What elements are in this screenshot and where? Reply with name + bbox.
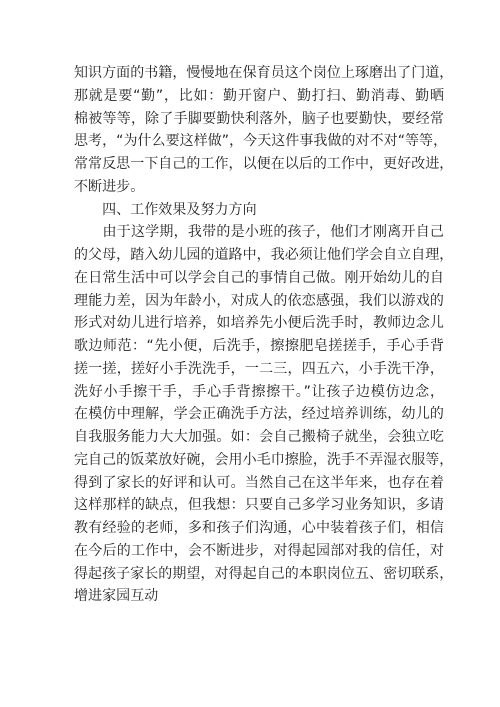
body-line: 理能力差，因为年龄小，对成人的依恋感强，我们以游戏的 xyxy=(74,292,444,309)
body-line: 教有经验的老师，多和孩子们沟通，心中装着孩子们，相信 xyxy=(74,520,444,536)
body-line: 不断进步。 xyxy=(74,178,145,195)
body-line: 在今后的工作中，会不断进步，对得起园部对我的信任，对 xyxy=(74,542,444,559)
body-line: 常常反思一下自己的工作，以便在以后的工作中，更好改进， xyxy=(74,156,454,172)
body-line: 知识方面的书籍，慢慢地在保育员这个岗位上琢磨出了门道， xyxy=(74,65,454,81)
body-line: 的父母，踏入幼儿园的道路中，我必须让他们学会自立自理， xyxy=(74,247,454,263)
body-line: 增进家园互动 xyxy=(74,588,159,605)
body-line: 自我服务能力大大加强。如：会自己搬椅子就坐，会独立吃 xyxy=(74,429,444,445)
body-line: 在日常生活中可以学会自己的事情自己做。刚开始幼儿的自 xyxy=(74,269,444,286)
body-line: 得到了家长的好评和认可。当然自己在这半年来，也存在着 xyxy=(74,474,444,491)
body-line: 思考，“为什么要这样做”，今天这件事我做的对不对“等等， xyxy=(74,133,448,150)
body-line: 由于这学期，我带的是小班的孩子，他们才刚离开自己 xyxy=(74,224,444,241)
body-line: 在模仿中理解，学会正确洗手方法，经过培养训练，幼儿的 xyxy=(74,406,444,423)
body-line: 得起孩子家长的期望，对得起自己的本职岗位五、密切联系， xyxy=(74,565,454,582)
body-line: 歌边师范：“先小便，后洗手，擦擦肥皂搓搓手，手心手背 xyxy=(74,338,444,354)
document-body xyxy=(74,62,454,608)
body-line: 棉被等等，除了手脚要勤快利落外，脑子也要勤快，要经常 xyxy=(74,110,444,127)
body-line: 完自己的饭菜放好碗，会用小毛巾擦脸，洗手不弄湿衣服等， xyxy=(74,451,454,468)
body-line: 洗好小手擦干手，手心手背擦擦干。”让孩子边模仿边念， xyxy=(74,383,444,400)
body-line: 搓一搓，搓好小手洗洗手，一二三，四五六，小手洗干净， xyxy=(74,360,444,377)
body-line: 形式对幼儿进行培养，如培养先小便后洗手时，教师边念儿 xyxy=(74,315,444,332)
section-heading: 四、工作效果及努力方向 xyxy=(74,201,257,218)
body-line: 这样那样的缺点，但我想：只要自己多学习业务知识，多请 xyxy=(74,497,444,514)
body-line: 那就是要“勤”，比如：勤开窗户、勤打扫、勤消毒、勤晒 xyxy=(74,87,444,104)
